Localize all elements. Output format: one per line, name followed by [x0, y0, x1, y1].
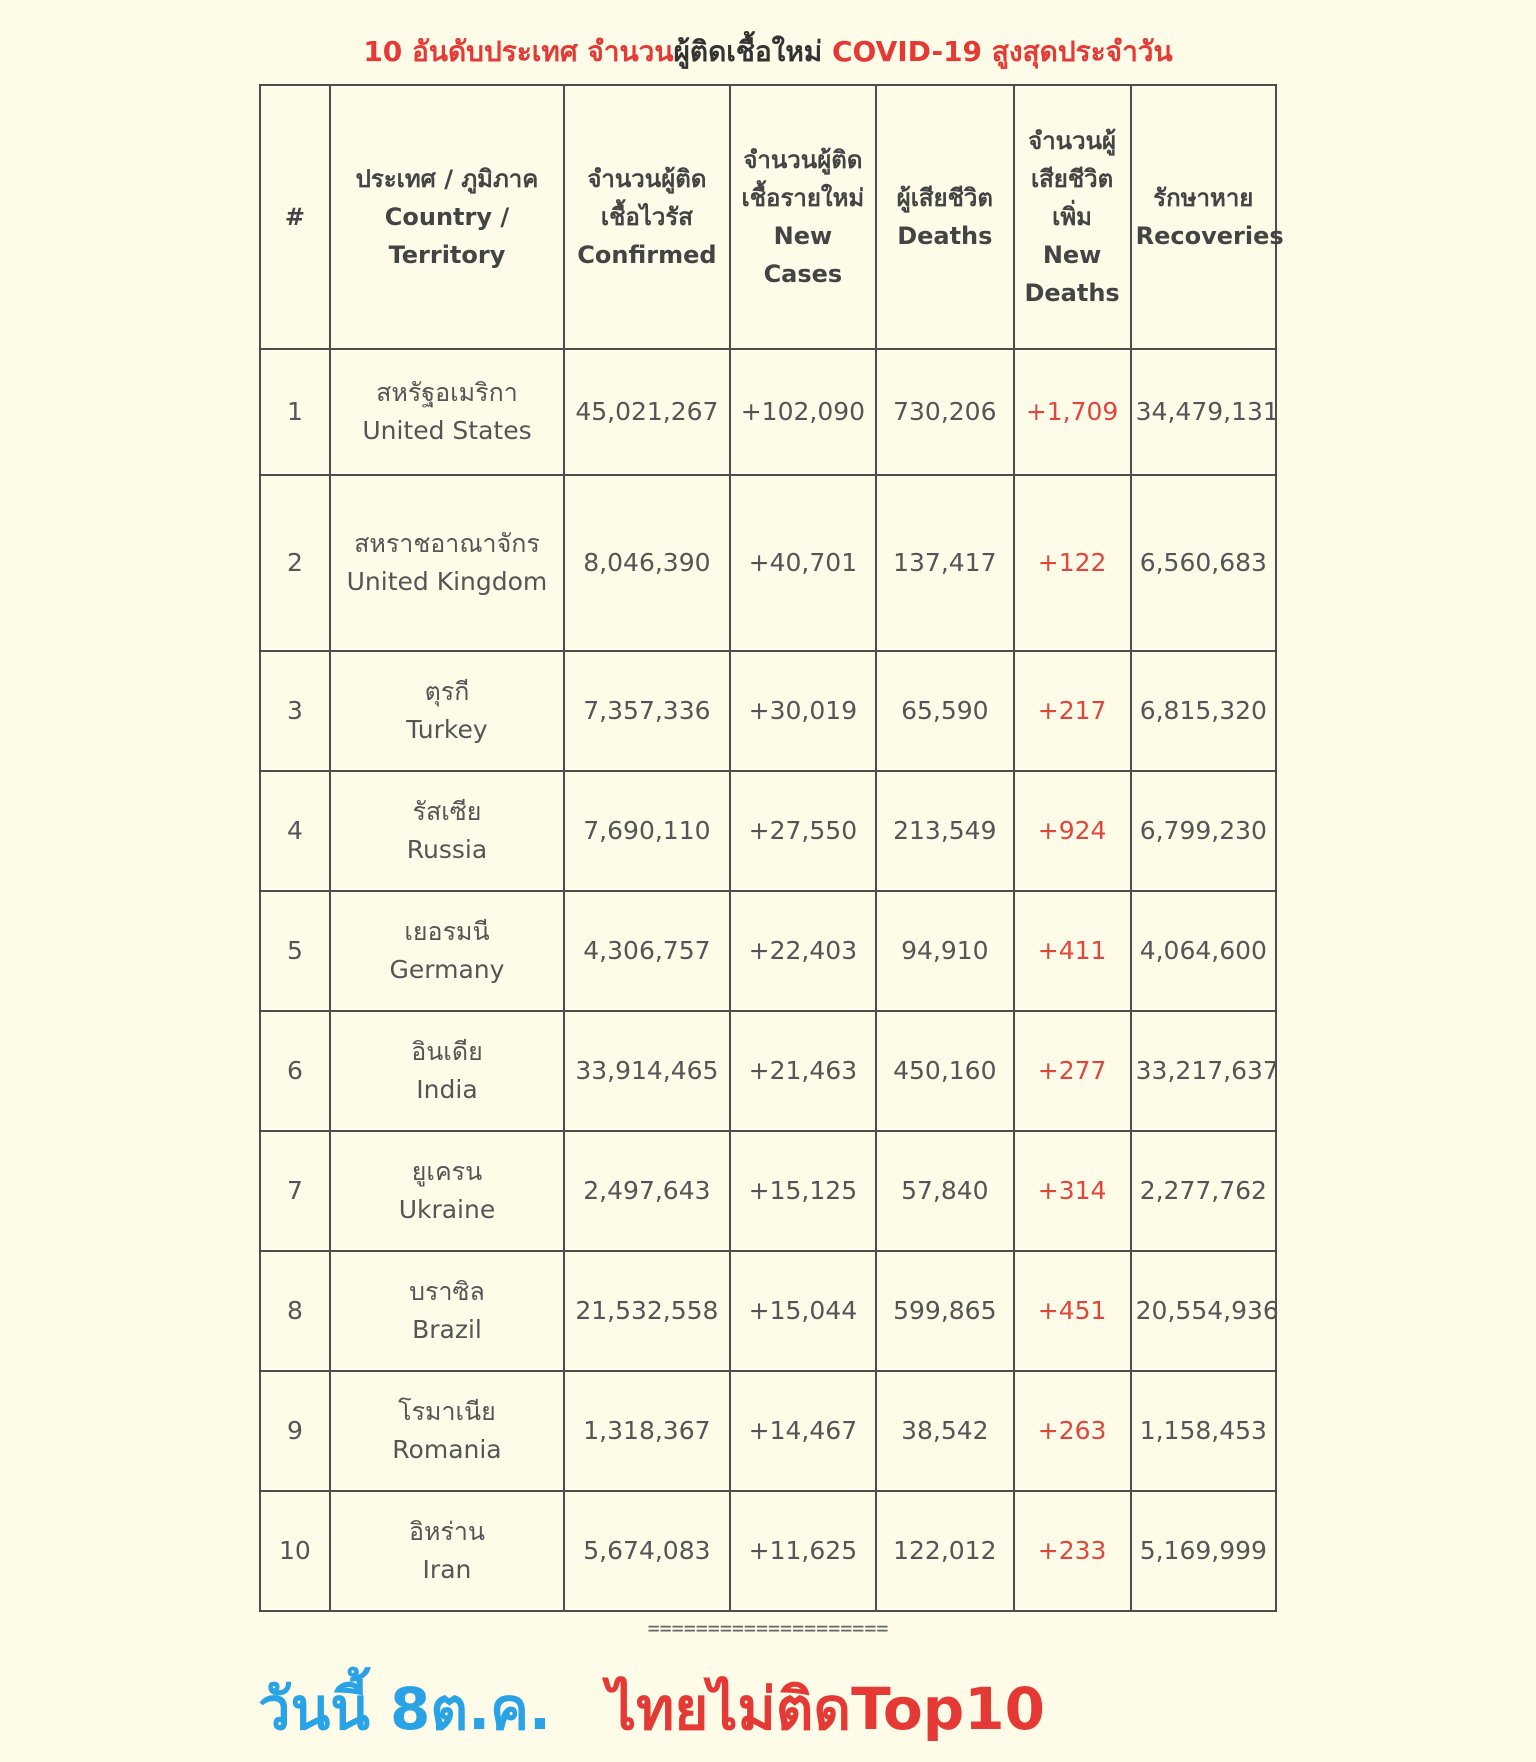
divider-line: ==================== [647, 1616, 889, 1640]
cell-new-cases: +22,403 [730, 891, 876, 1011]
cell-country [330, 771, 564, 891]
cell-rank: 4 [260, 771, 330, 891]
cell-confirmed: 4,306,757 [564, 891, 730, 1011]
header-deaths-en: Deaths [897, 222, 993, 250]
header-confirmed-th2: เชื้อไวรัส [600, 203, 693, 231]
cell-country [330, 1371, 564, 1491]
cell-confirmed: 2,497,643 [564, 1131, 730, 1251]
country-en: Ukraine [398, 1195, 496, 1224]
table-row [260, 1131, 1276, 1251]
cell-recoveries: 20,554,936 [1131, 1251, 1276, 1371]
cell-confirmed: 5,674,083 [564, 1491, 730, 1611]
cell-new-cases: +21,463 [730, 1011, 876, 1131]
cell-new-deaths: +451 [1014, 1251, 1131, 1371]
country-en: Romania [392, 1435, 502, 1464]
table-row [260, 349, 1276, 475]
cell-rank: 7 [260, 1131, 330, 1251]
cell-recoveries: 1,158,453 [1131, 1371, 1276, 1491]
cell-country [330, 1011, 564, 1131]
cell-recoveries: 6,815,320 [1131, 651, 1276, 771]
country-th: โรมาเนีย [398, 1397, 496, 1426]
country-th: รัสเซีย [412, 797, 482, 826]
footer-date: วันนี้ 8ต.ค. [258, 1675, 551, 1743]
header-recoveries-th: รักษาหาย [1153, 184, 1254, 212]
header-confirmed-en: Confirmed [577, 241, 717, 269]
cell-recoveries: 4,064,600 [1131, 891, 1276, 1011]
cell-rank: 1 [260, 349, 330, 475]
cell-new-deaths: +233 [1014, 1491, 1131, 1611]
country-th: ยูเครน [411, 1157, 483, 1186]
header-rank: # [260, 85, 330, 349]
country-th: บราซิล [409, 1277, 485, 1306]
cell-new-cases: +15,044 [730, 1251, 876, 1371]
country-th: เยอรมนี [404, 917, 490, 946]
title-part-1: 10 อันดับประเทศ จำนวน [363, 35, 674, 68]
cell-new-cases: +102,090 [730, 349, 876, 475]
footer-note: ไทยไม่ติดTop10 [606, 1675, 1046, 1743]
cell-new-cases: +27,550 [730, 771, 876, 891]
cell-recoveries: 6,560,683 [1131, 475, 1276, 651]
cell-confirmed: 7,357,336 [564, 651, 730, 771]
header-new-deaths [1014, 85, 1131, 349]
country-en: Iran [422, 1555, 472, 1584]
cell-rank: 6 [260, 1011, 330, 1131]
header-new-deaths-th1: จำนวนผู้ [1028, 127, 1117, 155]
country-en: United States [362, 416, 532, 445]
cell-country [330, 349, 564, 475]
cell-deaths: 599,865 [876, 1251, 1013, 1371]
header-new-cases-en: New Cases [763, 222, 843, 288]
cell-rank: 9 [260, 1371, 330, 1491]
header-new-deaths-th3: เพิ่ม [1052, 203, 1092, 231]
country-en: India [416, 1075, 478, 1104]
cell-confirmed: 21,532,558 [564, 1251, 730, 1371]
cell-country [330, 1491, 564, 1611]
country-th: สหรัฐอเมริกา [376, 378, 518, 407]
cell-recoveries: 33,217,637 [1131, 1011, 1276, 1131]
header-new-cases-th1: จำนวนผู้ติด [743, 146, 863, 174]
cell-new-cases: +14,467 [730, 1371, 876, 1491]
cell-country [330, 1251, 564, 1371]
cell-deaths: 137,417 [876, 475, 1013, 651]
country-en: Germany [389, 955, 505, 984]
ranking-table [259, 84, 1284, 1612]
cell-new-cases: +11,625 [730, 1491, 876, 1611]
cell-confirmed: 33,914,465 [564, 1011, 730, 1131]
footer-caption [258, 1662, 1045, 1755]
table-row [260, 1491, 1276, 1611]
cell-deaths: 57,840 [876, 1131, 1013, 1251]
cell-rank: 2 [260, 475, 330, 651]
cell-new-deaths: +924 [1014, 771, 1131, 891]
cell-country [330, 475, 564, 651]
header-confirmed-th1: จำนวนผู้ติด [587, 165, 707, 193]
cell-recoveries: 6,799,230 [1131, 771, 1276, 891]
country-en: Turkey [406, 715, 488, 744]
table-row [260, 771, 1276, 891]
cell-confirmed: 8,046,390 [564, 475, 730, 651]
cell-country [330, 651, 564, 771]
header-country-th: ประเทศ / ภูมิภาค [355, 165, 539, 193]
cell-new-deaths: +263 [1014, 1371, 1131, 1491]
cell-country [330, 891, 564, 1011]
cell-deaths: 450,160 [876, 1011, 1013, 1131]
cell-rank: 10 [260, 1491, 330, 1611]
cell-deaths: 122,012 [876, 1491, 1013, 1611]
header-new-deaths-en1: New [1042, 241, 1102, 269]
country-th: ตุรกี [424, 677, 470, 706]
cell-recoveries: 34,479,131 [1131, 349, 1276, 475]
country-en: Brazil [412, 1315, 482, 1344]
cell-new-deaths: +314 [1014, 1131, 1131, 1251]
cell-rank: 5 [260, 891, 330, 1011]
country-th: อินเดีย [411, 1037, 483, 1066]
table-row [260, 651, 1276, 771]
header-new-deaths-th2: เสียชีวิต [1030, 165, 1114, 193]
header-country [330, 85, 564, 349]
cell-rank: 8 [260, 1251, 330, 1371]
table-row [260, 891, 1276, 1011]
title-part-2: ผู้ติดเชื้อใหม่ [673, 35, 823, 68]
cell-new-deaths: +277 [1014, 1011, 1131, 1131]
page-title [0, 30, 1536, 74]
cell-country [330, 1131, 564, 1251]
header-new-deaths-en2: Deaths [1024, 279, 1120, 307]
table-row [260, 1371, 1276, 1491]
header-deaths [876, 85, 1013, 349]
header-recoveries [1131, 85, 1284, 349]
cell-deaths: 730,206 [876, 349, 1013, 475]
cell-deaths: 65,590 [876, 651, 1013, 771]
cell-confirmed: 7,690,110 [564, 771, 730, 891]
table-row [260, 1011, 1276, 1131]
cell-rank: 3 [260, 651, 330, 771]
cell-deaths: 94,910 [876, 891, 1013, 1011]
cell-confirmed: 45,021,267 [564, 349, 730, 475]
cell-new-deaths: +217 [1014, 651, 1131, 771]
country-th: อิหร่าน [408, 1517, 485, 1546]
cell-new-cases: +15,125 [730, 1131, 876, 1251]
cell-recoveries: 2,277,762 [1131, 1131, 1276, 1251]
cell-new-cases: +40,701 [730, 475, 876, 651]
cell-recoveries: 5,169,999 [1131, 1491, 1276, 1611]
header-deaths-th: ผู้เสียชีวิต [896, 184, 993, 212]
header-confirmed [564, 85, 730, 349]
country-th: สหราชอาณาจักร [354, 529, 540, 558]
header-new-cases-th2: เชื้อรายใหม่ [741, 184, 865, 212]
header-recoveries-en: Recoveries [1135, 222, 1284, 250]
cell-new-deaths: +122 [1014, 475, 1131, 651]
country-en: United Kingdom [346, 567, 548, 596]
country-en: Russia [406, 835, 488, 864]
title-part-3: COVID-19 สูงสุดประจำวัน [822, 35, 1173, 68]
cell-new-deaths: +1,709 [1014, 349, 1131, 475]
cell-new-deaths: +411 [1014, 891, 1131, 1011]
table-row [260, 475, 1276, 651]
cell-deaths: 38,542 [876, 1371, 1013, 1491]
cell-confirmed: 1,318,367 [564, 1371, 730, 1491]
header-new-cases [730, 85, 876, 349]
cell-deaths: 213,549 [876, 771, 1013, 891]
header-country-en: Country / Territory [384, 203, 510, 269]
cell-new-cases: +30,019 [730, 651, 876, 771]
table-header-row [260, 85, 1276, 349]
table-row [260, 1251, 1276, 1371]
